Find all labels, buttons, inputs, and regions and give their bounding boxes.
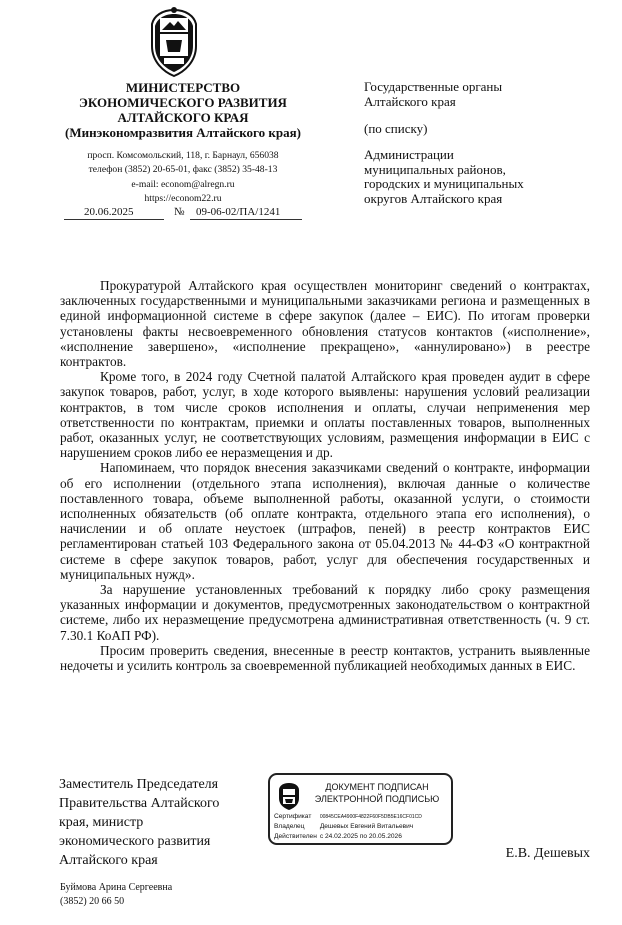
addressee-block-2 xyxy=(364,122,594,137)
body-paragraph: Кроме того, в 2024 году Счетной палатой Алтайского края проведен аудит в сфере закупок товаров, работ, услуг, в ходе которого выявлены: нарушения условий реализации контрактов, в том числе сроков исполнения и оплаты, случаи неприменения мер ответственности по контрактам, приемки и оплаты поставленных товаров, выполненных работ, оказанных услуг, не соответствующих условиям, размещения информации в ЕИС с нарушением сроков либо ее неразмещения и др. xyxy=(60,369,590,461)
ministry-phone-fax: телефон (3852) 20-65-01, факс (3852) 35-48-13 xyxy=(88,164,278,176)
stamp-certificate-row xyxy=(274,812,454,822)
signatory-title-line: Заместитель Председателя xyxy=(59,777,219,792)
stamp-owner-value: Дешевых Евгений Витальевич xyxy=(319,823,414,830)
stamp-heading-line: ЭЛЕКТРОННОЙ ПОДПИСЬЮ xyxy=(314,794,440,804)
signatory-title xyxy=(59,775,259,870)
signatory-title-line: края, министр xyxy=(59,815,144,830)
ministry-line: МИНИСТЕРСТВО xyxy=(125,80,241,95)
stamp-certificate-value: 00845CEA4900F4822F60F5DB5E16CF01CD xyxy=(319,814,422,820)
stamp-heading xyxy=(306,781,448,805)
stamp-validity-row xyxy=(274,832,454,842)
executor-phone: (3852) 20 66 50 xyxy=(60,896,125,907)
addressee-block-1 xyxy=(364,80,594,109)
addressee-line: Государственные органы xyxy=(364,79,503,94)
signatory-title-line: экономического развития xyxy=(59,834,211,849)
letter-body xyxy=(60,278,590,673)
addressee-line: муниципальных районов, xyxy=(364,161,506,177)
registration-number-sign: № xyxy=(174,206,185,218)
executor-name: Буймова Арина Сергеевна xyxy=(60,882,173,893)
registration-date: 20.06.2025 xyxy=(84,206,134,218)
addressee-line: округов Алтайского края xyxy=(364,190,503,206)
coat-of-arms-emblem xyxy=(140,6,208,78)
ministry-line: ЭКОНОМИЧЕСКОГО РАЗВИТИЯ xyxy=(79,95,287,110)
ministry-email: e-mail: econom@alregn.ru xyxy=(131,178,235,190)
signatory-title-line: Алтайского края xyxy=(59,853,158,868)
ministry-website: https://econom22.ru xyxy=(144,193,222,205)
stamp-emblem-icon xyxy=(276,781,302,811)
ministry-contacts xyxy=(50,149,316,207)
ministry-name-block xyxy=(50,80,316,140)
stamp-validity-value: с 24.02.2025 по 20.05.2026 xyxy=(319,833,402,840)
signatory-name: Е.В. Дешевых xyxy=(505,846,590,861)
stamp-owner-label: Владелец xyxy=(274,823,305,830)
stamp-owner-row xyxy=(274,822,454,832)
signatory-title-line: Правительства Алтайского xyxy=(59,796,220,811)
addressee-line: городских и муниципальных xyxy=(364,176,524,191)
ministry-short-name: (Минэкономразвития Алтайского края) xyxy=(65,125,301,140)
registration-number: 09-06-02/ПА/1241 xyxy=(196,206,281,218)
body-paragraph: Напоминаем, что порядок внесения заказчиками сведений о контракте, информации об его исполнении (отдельного этапа исполнения), включая данные о количестве поставленного товара, объеме выполненной работы, оказанной услуги, о стоимости исполненных обязательств (об оплате контракта, отдельного этапа его исполнения), о начислении и об оплате неустоек (штрафов, пеней) в реестр контрактов ЕИС регламентирован статьей 103 Федерального закона от 05.04.2013 № 44-ФЗ «О контрактной системе в сфере закупок товаров, работ, услуг для обеспечения государственных и муниципальных нужд». xyxy=(60,460,590,582)
stamp-heading-line: ДОКУМЕНТ ПОДПИСАН xyxy=(325,782,429,792)
body-paragraph: За нарушение установленных требований к порядку либо сроку размещения указанных информации и документов, предусмотренных законодательством о контрактной системе, либо их неразмещение предусмотрена административная ответственность (ч. 9 ст. 7.30.1 КоАП РФ). xyxy=(60,582,590,643)
ministry-line: АЛТАЙСКОГО КРАЯ xyxy=(117,110,249,125)
body-paragraph: Прокуратурой Алтайского края осуществлен мониторинг сведений о контрактах, заключенных государственными и муниципальными заказчиками региона и размещенных в единой информационной системе в сфере закупок (далее – ЕИС). По итогам проверки установлены факты несвоевременного обновления статусов контактов («исполнение», «исполнение завершено», «исполнение прекращено», «аннулировано») в реестре контрактов. xyxy=(60,278,590,370)
addressee-block-3 xyxy=(364,148,594,206)
body-paragraph: Просим проверить сведения, внесенные в реестр контактов, устранить выявленные недочеты и усилить контроль за своевременной публикацией необходимых данных в ЕИС. xyxy=(60,642,590,674)
stamp-validity-label: Действителен xyxy=(274,833,317,840)
ministry-address: просп. Комсомольский, 118, г. Барнаул, 656038 xyxy=(87,150,279,161)
date-underline xyxy=(64,219,164,220)
electronic-signature-stamp xyxy=(268,773,453,845)
executor-block xyxy=(60,881,172,909)
addressee-line: Алтайского края xyxy=(364,93,456,109)
stamp-details xyxy=(274,812,454,842)
addressee-line: Администрации xyxy=(364,147,454,162)
registration-line xyxy=(64,206,302,220)
addressee-line: (по списку) xyxy=(364,121,428,136)
number-underline xyxy=(190,219,302,220)
stamp-certificate-label: Сертификат xyxy=(274,813,312,820)
